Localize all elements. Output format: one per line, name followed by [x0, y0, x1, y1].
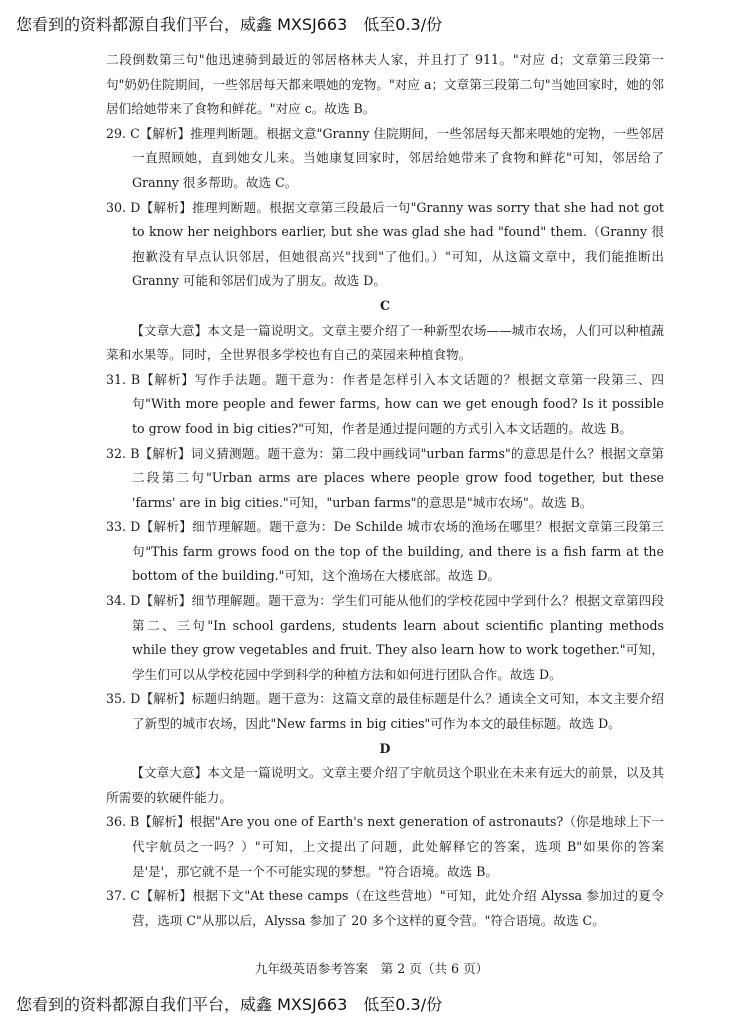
answer-30: 30. D【解析】推理判断题。根据文章第三段最后一句"Granny was sorry that she had not got to know her neighbors earlier, but she was glad she had "found" them.（Granny 很抱歉没有早点认识邻居，但她很高兴"找到"了他们。）"可知，从这篇文章中，我们能推断出 Granny 可能和邻居们成为了朋友。故选 D。 — [106, 199, 664, 289]
page-footer: 九年级英语参考答案 第 2 页（共 6 页） — [254, 961, 489, 976]
answer-32: 32. B【解析】词义猜测题。题干意为：第二段中画线词"urban farms"的意思是什么？根据文章第二段第二句"Urban arms are places where people grow food together, but these 'farms' are in big cities."可知，"urban farms"的意思是"城市农场"。故选 B。 — [106, 445, 664, 510]
answer-35: 35. D【解析】标题归纳题。题干意为：这篇文章的最佳标题是什么？通读全文可知，本文主要介绍了新型的城市农场，因此"New farms in big cities"可作为本文的最佳标题。故选 D。 — [106, 691, 664, 732]
answer-31: 31. B【解析】写作手法题。题干意为：作者是怎样引入本文话题的？根据文章第一段第三、四句"With more people and fewer farms, how can we get enough food? Is it possible to grow food in big cities?"可知，作者是通过提问题的方式引入本文话题的。故选 B。 — [106, 371, 664, 436]
answer-36: 36. B【解析】根据"Are you one of Earth's next generation of astronauts?（你是地球上下一代宇航员之一吗？）"可知，上文提出了问题，此处解释它的答案，选项 B"如果你的答案是'是'，那它就不是一个不可能实现的梦想。"符合语境。故选 B。 — [106, 814, 664, 879]
answer-key-body — [106, 48, 664, 933]
answer-37: 37. C【解析】根据下文"At these camps（在这些营地）"可知，此处介绍 Alyssa 参加过的夏令营，选项 C"从那以后，Alyssa 参加了 20 多个这样的夏令营。"符合语境。故选 C。 — [106, 888, 664, 928]
section-heading-c: C — [379, 297, 391, 313]
section-heading-d: D — [379, 740, 391, 756]
continuation-paragraph: 二段倒数第三句"他迅速骑到最近的邻居格林夫人家，并且打了 911。"对应 d；文章第三段第一句"奶奶住院期间，一些邻居每天都来喂她的宠物。"对应 a；文章第三段第二句"当她回家时，她的邻居们给她带来了食物和鲜花。"对应 c。故选 B。 — [106, 52, 664, 117]
answer-29: 29. C【解析】推理判断题。根据文意"Granny 住院期间，一些邻居每天都来喂她的宠物，一些邻居一直照顾她，直到她女儿来。当她康复回家时，邻居给她带来了食物和鲜花"可知，邻居给了 Granny 很多帮助。故选 C。 — [106, 125, 664, 190]
summary-c: 【文章大意】本文是一篇说明文。文章主要介绍了一种新型农场——城市农场，人们可以种植蔬菜和水果等。同时，全世界很多学校也有自己的菜园来种植食物。 — [106, 322, 664, 363]
summary-d: 【文章大意】本文是一篇说明文。文章主要介绍了宇航员这个职业在未来有远大的前景，以及其所需要的软硬件能力。 — [106, 765, 664, 805]
answer-34: 34. D【解析】细节理解题。题干意为：学生们可能从他们的学校花园中学到什么？根据文章第四段第二、三句"In school gardens, students learn about scientific planting methods while they grow vegetables and fruit. They also learn how to work together."可知，学生们可以从学校花园中学到科学的种植方法和如何进行团队合作。故选 D。 — [106, 593, 664, 682]
watermark-banner-bottom: 您看到的资料都源自我们平台，威鑫 MXSJ663 低至0.3/份 — [16, 995, 443, 1014]
answer-33: 33. D【解析】细节理解题。题干意为：De Schilde 城市农场的渔场在哪里？根据文章第三段第三句"This farm grows food on the top of the building, and there is a fish farm at the bottom of the building."可知，这个渔场在大楼底部。故选 D。 — [106, 519, 664, 584]
watermark-banner-top: 您看到的资料都源自我们平台，威鑫 MXSJ663 低至0.3/份 — [16, 15, 443, 34]
